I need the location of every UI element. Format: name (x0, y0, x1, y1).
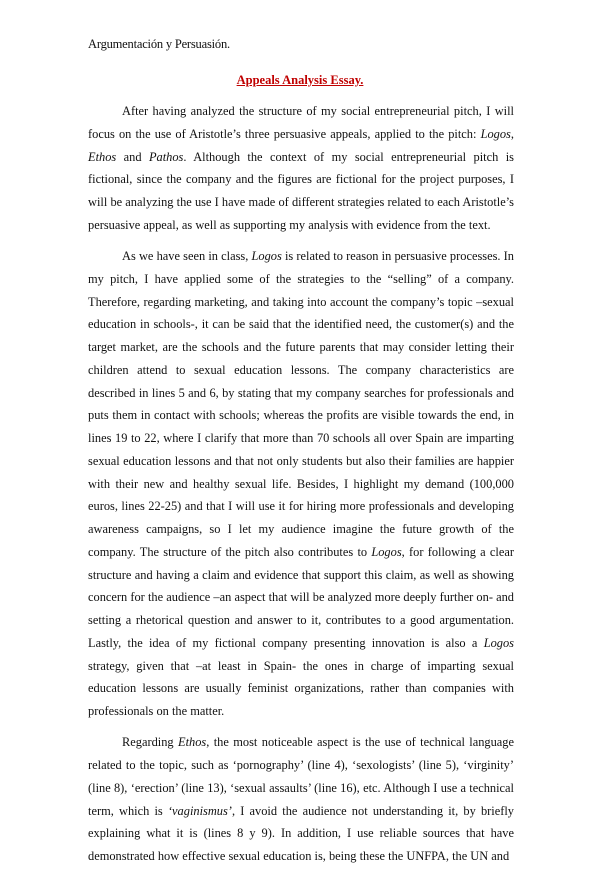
essay-title: Appeals Analysis Essay. (236, 73, 364, 87)
text-run: is related to reason in persuasive processes. In my pitch, I have applied some of the strategies to the “selling” of a company. Therefore, regarding marketing, and taking into account the company’s topic –sexual education in schools-, it can be said that the identified need, the customer(s) and the target market, are the schools and the future parents that may consider letting their children attend to sexual education lessons. The company characteristics are described in lines 5 and 6, by stating that my company searches for professionals and puts them in contact with schools; whereas the profits are visible towards the end, in lines 19 to 22, where I clarify that more than 70 schools all over Spain are imparting sexual education lessons and that not only students but also their families are happier with their new and healthy sexual life. Besides, I highlight my demand (100,000 euros, lines 22-25) and that I will use it for hiring more professionals and developing awareness campaigns, so I let my audience imagine the future growth of the company. The structure of the pitch also contributes to (88, 249, 514, 559)
text-run: After having analyzed the structure of my social entrepreneurial pitch, I will focus on the use of Aristotle’s three persuasive appeals, applied to the pitch: (88, 104, 514, 141)
text-run: strategy, given that –at least in Spain- the ones in charge of imparting sexual education lessons are usually feminist organizations, rather than companies with professionals on the matter. (88, 658, 514, 718)
emphasis-term: Pathos (148, 149, 184, 164)
emphasis-term: Logos (371, 544, 402, 559)
text-run: As we have seen in class, (122, 249, 252, 263)
text-run: , for following a clear structure and having a claim and evidence that support this claim, as well as showing concern for the audience –an aspect that will be analyzed more deeply further on- and setting a rhetorical question and answer to it, contributes to a good argumentation. Lastly, the idea of my fictional company presenting innovation is also a (88, 544, 514, 650)
essay-body (88, 100, 514, 876)
emphasis-term: ‘vaginismus’ (167, 803, 232, 818)
text-run: and (116, 149, 149, 164)
paragraph-logos (88, 245, 514, 723)
emphasis-term: Logos (251, 249, 282, 263)
paragraph-ethos (88, 731, 514, 868)
text-run: , (510, 126, 514, 141)
text-run: Regarding (122, 735, 179, 750)
text-run: . Although the context of my social entrepreneurial pitch is fictional, since the company and the figures are fictional for the project purposes, I will be analyzing the use I have made of different strategies related to each Aristotle’s persuasive appeal, as well as supporting my analysis with evidence from the text. (88, 149, 514, 232)
running-header: Argumentación y Persuasión. (88, 37, 230, 51)
emphasis-term: Ethos (178, 735, 207, 750)
paragraph-intro (88, 100, 514, 237)
emphasis-term: Logos (483, 635, 514, 650)
text-run: , I avoid the audience not understanding it, by briefly explaining what it is (lines 8 y 9). In addition, I use reliable sources that have demonstrated how effective sexual education is, being these the UNFPA, the UN and (88, 803, 514, 863)
text-run: , the most noticeable aspect is the use of technical language related to the topic, such as ‘pornography’ (line 4), ‘sexologists’ (line 5), ‘virginity’ (line 8), ‘erection’ (line 13), ‘sexual assaults’ (line 16), etc. Although I use a technical term, which is (88, 735, 515, 818)
emphasis-term: Ethos (88, 149, 117, 164)
emphasis-term: Logos (480, 126, 511, 141)
